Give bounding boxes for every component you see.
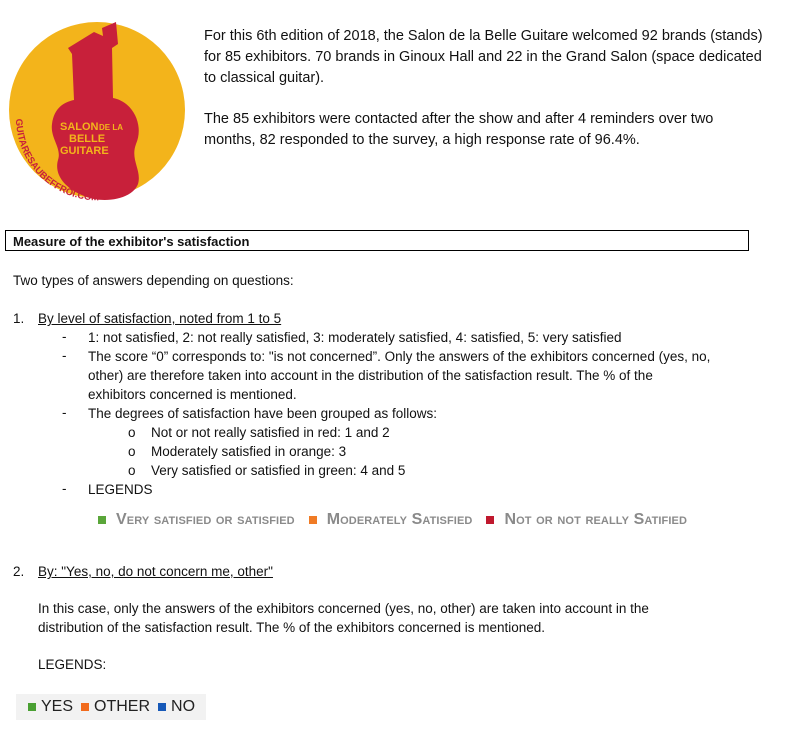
item1-title: By level of satisfaction, noted from 1 to 5 — [38, 311, 282, 326]
dash-bullet: - — [62, 329, 67, 344]
item1-sub1: Not or not really satisfied in red: 1 and 2 — [151, 425, 390, 440]
logo-text-belle: BELLE — [69, 133, 106, 145]
legend-label: Very satisfied or satisfied — [116, 511, 295, 528]
circle-bullet: o — [128, 425, 136, 440]
item1-sub3: Very satisfied or satisfied in green: 4 and 5 — [151, 463, 406, 478]
logo-arc-text: GUITARESAUBEFFROI.COM — [12, 118, 100, 204]
legend-label: OTHER — [94, 698, 151, 715]
item2-number: 2. — [13, 564, 25, 579]
item2-paragraph-line2: distribution of the satisfaction result. The % of the exhibitors concerned is mentioned. — [38, 620, 546, 635]
circle-bullet: o — [128, 463, 136, 478]
intro-paragraph-2: The 85 exhibitors were contacted after the show and after 4 reminders over two months, 82 responded to the survey, a high response rate of 96.4%. — [204, 111, 714, 148]
dash-bullet: - — [62, 348, 67, 363]
item1-number: 1. — [13, 311, 25, 326]
legend-item-very-satisfied — [98, 511, 295, 529]
dash-bullet: - — [62, 405, 67, 420]
item1-sub2: Moderately satisfied in orange: 3 — [151, 444, 347, 459]
section-title: Measure of the exhibitor's satisfaction — [5, 230, 749, 251]
satisfaction-legend — [98, 511, 701, 529]
item1-bullet4: LEGENDS — [88, 482, 153, 497]
legend-item-other — [81, 698, 150, 716]
legend-item-yes — [28, 698, 73, 716]
legend-label: YES — [41, 698, 74, 715]
item1-bullet2-line2: other) are therefore taken into account in the distribution of the satisfaction result. The % of the — [88, 368, 653, 383]
green-square-icon — [28, 703, 36, 711]
item1-bullet2-line3: exhibitors concerned is mentioned. — [88, 387, 297, 402]
legend-label: NO — [171, 698, 196, 715]
logo-text-salon: SALON — [60, 121, 99, 133]
item2-legends-label: LEGENDS: — [38, 657, 107, 672]
item1-bullet1: 1: not satisfied, 2: not really satisfied, 3: moderately satisfied, 4: satisfied, 5: very satisfied — [88, 330, 622, 345]
salon-logo — [6, 14, 188, 210]
legend-item-moderately-satisfied — [309, 511, 473, 529]
green-square-icon — [98, 516, 106, 524]
legend-item-no — [158, 698, 195, 716]
red-square-icon — [486, 516, 494, 524]
item1-bullet3: The degrees of satisfaction have been grouped as follows: — [88, 406, 437, 421]
logo-text-dela: DE LA — [99, 123, 123, 132]
item1-bullet2-line1: The score “0” corresponds to: "is not concerned”. Only the answers of the exhibitors concerned (yes, no, — [88, 349, 711, 364]
circle-bullet: o — [128, 444, 136, 459]
orange-square-icon — [309, 516, 317, 524]
item2-paragraph-line1: In this case, only the answers of the exhibitors concerned (yes, no, other) are taken into account in the — [38, 601, 649, 616]
intro-paragraph-1: For this 6th edition of 2018, the Salon de la Belle Guitare welcomed 92 brands (stands) for 85 exhibitors. 70 brands in Ginoux Hall and 22 in the Grand Salon (space dedicated to classical guitar). — [204, 28, 763, 86]
legend-item-not-satisfied — [486, 511, 687, 529]
legend-label: Moderately Satisfied — [326, 511, 473, 528]
two-types-text: Two types of answers depending on questions: — [13, 273, 294, 288]
orange-square-icon — [81, 703, 89, 711]
legend-label: Not or not really Satified — [504, 511, 688, 528]
yes-no-legend — [16, 694, 206, 720]
blue-square-icon — [158, 703, 166, 711]
salon-belle-guitare-logo-icon — [6, 14, 188, 210]
item2-title: By: "Yes, no, do not concern me, other" — [38, 564, 273, 579]
logo-text-guitare: GUITARE — [60, 145, 109, 157]
intro-text — [204, 26, 764, 171]
dash-bullet: - — [62, 481, 67, 496]
